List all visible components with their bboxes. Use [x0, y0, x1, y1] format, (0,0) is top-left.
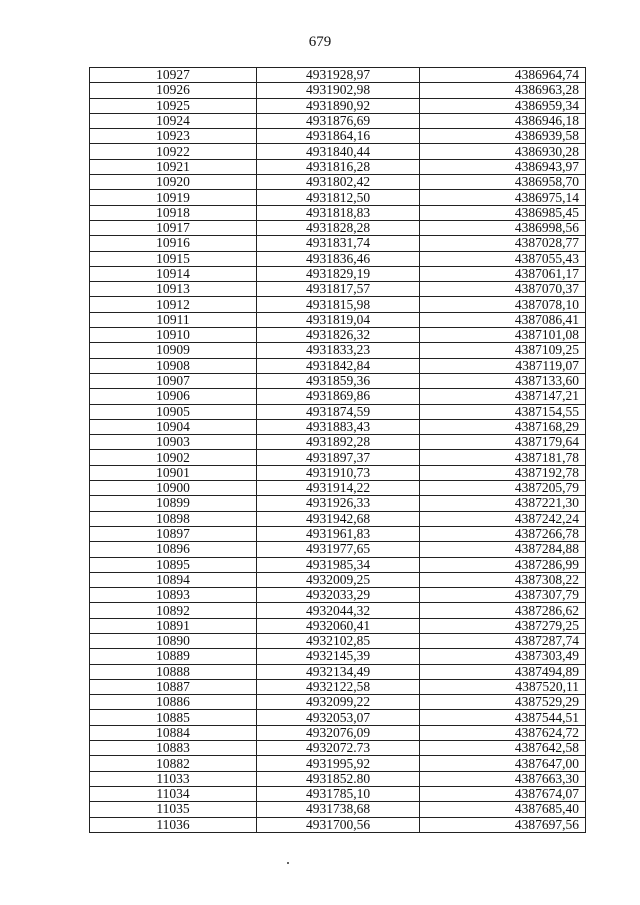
y-coordinate-cell: 4387642,58 [420, 741, 586, 756]
table-row [90, 175, 586, 190]
x-coordinate-cell: 4931829,19 [257, 266, 420, 281]
y-coordinate-cell: 4387286,62 [420, 603, 586, 618]
x-coordinate-cell: 4931840,44 [257, 144, 420, 159]
x-coordinate-cell: 4931890,92 [257, 98, 420, 113]
x-coordinate-cell: 4932134,49 [257, 664, 420, 679]
table-row [90, 373, 586, 388]
table-row [90, 450, 586, 465]
y-coordinate-cell: 4386975,14 [420, 190, 586, 205]
x-coordinate-cell: 4932033,29 [257, 588, 420, 603]
y-coordinate-cell: 4387266,78 [420, 526, 586, 541]
point-number-cell: 10921 [90, 159, 257, 174]
y-coordinate-cell: 4387133,60 [420, 373, 586, 388]
table-row [90, 328, 586, 343]
table-row [90, 389, 586, 404]
y-coordinate-cell: 4387307,79 [420, 588, 586, 603]
point-number-cell: 11034 [90, 786, 257, 801]
table-row [90, 786, 586, 801]
y-coordinate-cell: 4386946,18 [420, 113, 586, 128]
table-row [90, 236, 586, 251]
y-coordinate-cell: 4387221,30 [420, 496, 586, 511]
point-number-cell: 10891 [90, 618, 257, 633]
x-coordinate-cell: 4931833,23 [257, 343, 420, 358]
y-coordinate-cell: 4386958,70 [420, 175, 586, 190]
table-row [90, 404, 586, 419]
point-number-cell: 10897 [90, 526, 257, 541]
table-row [90, 725, 586, 740]
point-number-cell: 10906 [90, 389, 257, 404]
point-number-cell: 10884 [90, 725, 257, 740]
x-coordinate-cell: 4931961,83 [257, 526, 420, 541]
table-row [90, 664, 586, 679]
table-row [90, 481, 586, 496]
x-coordinate-cell: 4931826,32 [257, 328, 420, 343]
y-coordinate-cell: 4387147,21 [420, 389, 586, 404]
point-number-cell: 10887 [90, 679, 257, 694]
y-coordinate-cell: 4386998,56 [420, 220, 586, 235]
x-coordinate-cell: 4931815,98 [257, 297, 420, 312]
page-number: 679 [308, 34, 332, 50]
table-row [90, 649, 586, 664]
point-number-cell: 10894 [90, 572, 257, 587]
table-row [90, 159, 586, 174]
point-number-cell: 10904 [90, 419, 257, 434]
x-coordinate-cell: 4931817,57 [257, 282, 420, 297]
table-row [90, 358, 586, 373]
table-row [90, 542, 586, 557]
table-row [90, 297, 586, 312]
x-coordinate-cell: 4931892,28 [257, 435, 420, 450]
point-number-cell: 10915 [90, 251, 257, 266]
point-number-cell: 10916 [90, 236, 257, 251]
y-coordinate-cell: 4387529,29 [420, 695, 586, 710]
y-coordinate-cell: 4387028,77 [420, 236, 586, 251]
x-coordinate-cell: 4931926,33 [257, 496, 420, 511]
y-coordinate-cell: 4387663,30 [420, 771, 586, 786]
y-coordinate-cell: 4387055,43 [420, 251, 586, 266]
table-row [90, 588, 586, 603]
table-row [90, 266, 586, 281]
y-coordinate-cell: 4387674,07 [420, 786, 586, 801]
point-number-cell: 10883 [90, 741, 257, 756]
coordinates-table-body [90, 68, 586, 833]
table-row [90, 802, 586, 817]
point-number-cell: 10900 [90, 481, 257, 496]
table-row [90, 603, 586, 618]
y-coordinate-cell: 4387205,79 [420, 481, 586, 496]
x-coordinate-cell: 4931910,73 [257, 465, 420, 480]
coordinates-table [89, 67, 586, 833]
x-coordinate-cell: 4931859,36 [257, 373, 420, 388]
table-row [90, 557, 586, 572]
point-number-cell: 10896 [90, 542, 257, 557]
table-row [90, 572, 586, 587]
x-coordinate-cell: 4931995,92 [257, 756, 420, 771]
y-coordinate-cell: 4387168,29 [420, 419, 586, 434]
x-coordinate-cell: 4932076,09 [257, 725, 420, 740]
table-row [90, 83, 586, 98]
point-number-cell: 10885 [90, 710, 257, 725]
point-number-cell: 10924 [90, 113, 257, 128]
x-coordinate-cell: 4931836,46 [257, 251, 420, 266]
x-coordinate-cell: 4932122,58 [257, 679, 420, 694]
x-coordinate-cell: 4931914,22 [257, 481, 420, 496]
x-coordinate-cell: 4931842,84 [257, 358, 420, 373]
point-number-cell: 10905 [90, 404, 257, 419]
x-coordinate-cell: 4931818,83 [257, 205, 420, 220]
table-row [90, 710, 586, 725]
point-number-cell: 10926 [90, 83, 257, 98]
table-row [90, 695, 586, 710]
y-coordinate-cell: 4386943,97 [420, 159, 586, 174]
y-coordinate-cell: 4387303,49 [420, 649, 586, 664]
y-coordinate-cell: 4387181,78 [420, 450, 586, 465]
table-row [90, 679, 586, 694]
x-coordinate-cell: 4932009,25 [257, 572, 420, 587]
point-number-cell: 10899 [90, 496, 257, 511]
point-number-cell: 10893 [90, 588, 257, 603]
point-number-cell: 10908 [90, 358, 257, 373]
table-row [90, 98, 586, 113]
x-coordinate-cell: 4931700,56 [257, 817, 420, 832]
y-coordinate-cell: 4387109,25 [420, 343, 586, 358]
y-coordinate-cell: 4387078,10 [420, 297, 586, 312]
x-coordinate-cell: 4931977,65 [257, 542, 420, 557]
point-number-cell: 11036 [90, 817, 257, 832]
table-row [90, 633, 586, 648]
table-row [90, 220, 586, 235]
x-coordinate-cell: 4932099,22 [257, 695, 420, 710]
table-row [90, 190, 586, 205]
point-number-cell: 10903 [90, 435, 257, 450]
point-number-cell: 10882 [90, 756, 257, 771]
x-coordinate-cell: 4931876,69 [257, 113, 420, 128]
y-coordinate-cell: 4387287,74 [420, 633, 586, 648]
table-row [90, 343, 586, 358]
table-row [90, 68, 586, 83]
point-number-cell: 11035 [90, 802, 257, 817]
point-number-cell: 10895 [90, 557, 257, 572]
y-coordinate-cell: 4386959,34 [420, 98, 586, 113]
y-coordinate-cell: 4387697,56 [420, 817, 586, 832]
point-number-cell: 10927 [90, 68, 257, 83]
x-coordinate-cell: 4931785,10 [257, 786, 420, 801]
table-row [90, 741, 586, 756]
x-coordinate-cell: 4931942,68 [257, 511, 420, 526]
x-coordinate-cell: 4931812,50 [257, 190, 420, 205]
y-coordinate-cell: 4387520,11 [420, 679, 586, 694]
point-number-cell: 10914 [90, 266, 257, 281]
table-row [90, 251, 586, 266]
table-row [90, 511, 586, 526]
x-coordinate-cell: 4931831,74 [257, 236, 420, 251]
x-coordinate-cell: 4932053,07 [257, 710, 420, 725]
point-number-cell: 10913 [90, 282, 257, 297]
x-coordinate-cell: 4931874,59 [257, 404, 420, 419]
y-coordinate-cell: 4387154,55 [420, 404, 586, 419]
y-coordinate-cell: 4387685,40 [420, 802, 586, 817]
point-number-cell: 10898 [90, 511, 257, 526]
table-row [90, 144, 586, 159]
y-coordinate-cell: 4386930,28 [420, 144, 586, 159]
point-number-cell: 10909 [90, 343, 257, 358]
x-coordinate-cell: 4932072.73 [257, 741, 420, 756]
y-coordinate-cell: 4387308,22 [420, 572, 586, 587]
table-row [90, 129, 586, 144]
point-number-cell: 10918 [90, 205, 257, 220]
scan-speck [287, 862, 289, 864]
point-number-cell: 10886 [90, 695, 257, 710]
table-row [90, 465, 586, 480]
y-coordinate-cell: 4387494,89 [420, 664, 586, 679]
point-number-cell: 11033 [90, 771, 257, 786]
point-number-cell: 10901 [90, 465, 257, 480]
x-coordinate-cell: 4932145,39 [257, 649, 420, 664]
y-coordinate-cell: 4387279,25 [420, 618, 586, 633]
table-row [90, 435, 586, 450]
y-coordinate-cell: 4387624,72 [420, 725, 586, 740]
y-coordinate-cell: 4387119,07 [420, 358, 586, 373]
y-coordinate-cell: 4386985,45 [420, 205, 586, 220]
y-coordinate-cell: 4387284,88 [420, 542, 586, 557]
point-number-cell: 10890 [90, 633, 257, 648]
table-row [90, 771, 586, 786]
point-number-cell: 10923 [90, 129, 257, 144]
y-coordinate-cell: 4386939,58 [420, 129, 586, 144]
y-coordinate-cell: 4387647,00 [420, 756, 586, 771]
point-number-cell: 10910 [90, 328, 257, 343]
point-number-cell: 10920 [90, 175, 257, 190]
x-coordinate-cell: 4931852.80 [257, 771, 420, 786]
table-row [90, 113, 586, 128]
table-row [90, 205, 586, 220]
table-row [90, 526, 586, 541]
x-coordinate-cell: 4931738,68 [257, 802, 420, 817]
y-coordinate-cell: 4386964,74 [420, 68, 586, 83]
y-coordinate-cell: 4387544,51 [420, 710, 586, 725]
y-coordinate-cell: 4387286,99 [420, 557, 586, 572]
point-number-cell: 10889 [90, 649, 257, 664]
x-coordinate-cell: 4932102,85 [257, 633, 420, 648]
y-coordinate-cell: 4387242,24 [420, 511, 586, 526]
x-coordinate-cell: 4931802,42 [257, 175, 420, 190]
table-row [90, 817, 586, 832]
y-coordinate-cell: 4387101,08 [420, 328, 586, 343]
x-coordinate-cell: 4931985,34 [257, 557, 420, 572]
x-coordinate-cell: 4931902,98 [257, 83, 420, 98]
x-coordinate-cell: 4931883,43 [257, 419, 420, 434]
x-coordinate-cell: 4931897,37 [257, 450, 420, 465]
y-coordinate-cell: 4387070,37 [420, 282, 586, 297]
point-number-cell: 10919 [90, 190, 257, 205]
x-coordinate-cell: 4931869,86 [257, 389, 420, 404]
x-coordinate-cell: 4931864,16 [257, 129, 420, 144]
table-row [90, 756, 586, 771]
table-row [90, 618, 586, 633]
point-number-cell: 10911 [90, 312, 257, 327]
point-number-cell: 10888 [90, 664, 257, 679]
point-number-cell: 10925 [90, 98, 257, 113]
table-row [90, 282, 586, 297]
table-row [90, 312, 586, 327]
y-coordinate-cell: 4387192,78 [420, 465, 586, 480]
point-number-cell: 10917 [90, 220, 257, 235]
x-coordinate-cell: 4931928,97 [257, 68, 420, 83]
point-number-cell: 10912 [90, 297, 257, 312]
table-row [90, 496, 586, 511]
y-coordinate-cell: 4387061,17 [420, 266, 586, 281]
point-number-cell: 10902 [90, 450, 257, 465]
y-coordinate-cell: 4386963,28 [420, 83, 586, 98]
point-number-cell: 10907 [90, 373, 257, 388]
point-number-cell: 10892 [90, 603, 257, 618]
x-coordinate-cell: 4932044,32 [257, 603, 420, 618]
point-number-cell: 10922 [90, 144, 257, 159]
x-coordinate-cell: 4931828,28 [257, 220, 420, 235]
x-coordinate-cell: 4931816,28 [257, 159, 420, 174]
x-coordinate-cell: 4931819,04 [257, 312, 420, 327]
table-row [90, 419, 586, 434]
y-coordinate-cell: 4387179,64 [420, 435, 586, 450]
y-coordinate-cell: 4387086,41 [420, 312, 586, 327]
x-coordinate-cell: 4932060,41 [257, 618, 420, 633]
